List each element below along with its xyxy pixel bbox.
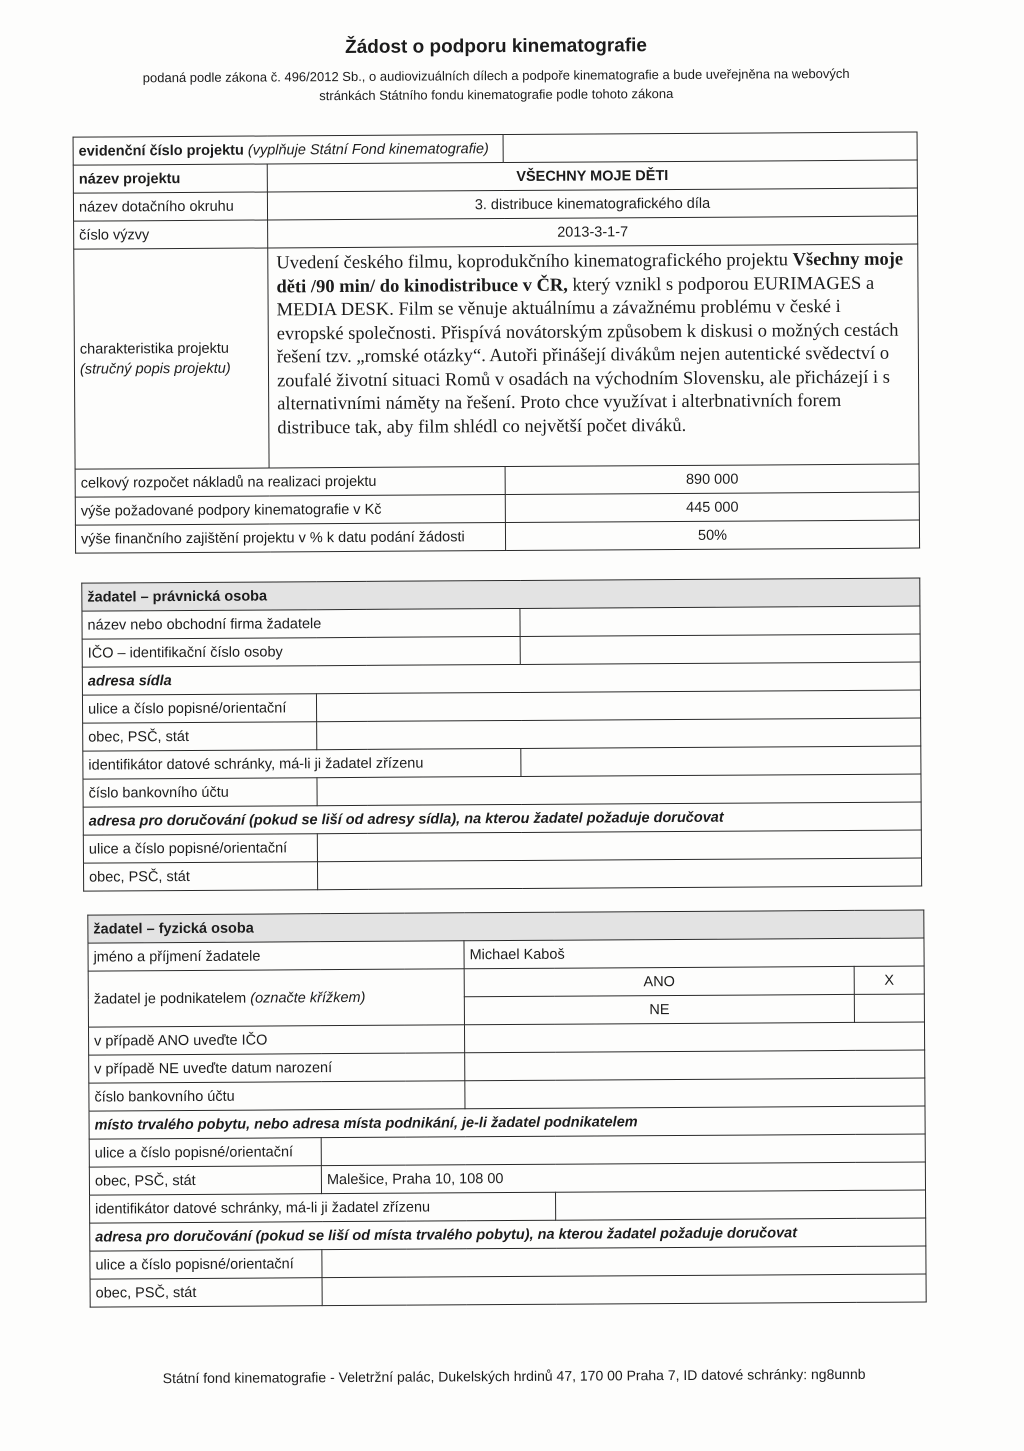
evid-value-field[interactable] [503,132,917,163]
subtitle-line-2: stránkách Státního fondu kinematografie podle tohoto zákona [319,86,674,104]
evid-label-cell [73,135,503,166]
evid-label: evidenční číslo projektu [78,142,244,160]
legal-delivery-street-label: ulice a číslo popisné/orientační [83,834,317,863]
legal-bank-field[interactable] [317,774,921,806]
natural-delivery-street-field[interactable] [322,1246,926,1278]
legal-street-label: ulice a číslo popisné/orientační [82,694,316,723]
natural-street-label: ulice a číslo popisné/orientační [89,1138,321,1167]
natural-delivery-city-label: obec, PSČ, stát [90,1278,322,1307]
entrepreneur-label: žadatel je podnikatelem [93,990,247,1008]
natural-delivery-heading: adresa pro doručování (pokud se liší od místa trvalého pobytu), na kterou žadatel požaduje doručovat [90,1218,926,1251]
desc-text-bold: Všechny moje děti /90 min/ do kinodistribuce v ČR, [276,249,904,297]
natural-birth-label: v případě NE uveďte datum narození [89,1053,465,1083]
natural-ico-field[interactable] [464,1022,924,1053]
budget-label: celkový rozpočet nákladů na realizaci projektu [75,467,505,498]
budget-value-field[interactable]: 890 000 [505,464,919,495]
char-note: (stručný popis projektu) [79,360,231,378]
natural-name-label: jméno a příjmení žadatele [88,941,464,971]
legal-city-label: obec, PSČ, stát [83,722,317,751]
subtitle-line-1: podaná podle zákona č. 496/2012 Sb., o audiovizuálních dílech a podpoře kinematografie a bude uveřejněna na webových [142,65,850,86]
financing-label: výše finančního zajištění projektu v % k datu podání žádosti [75,523,505,554]
legal-delivery-city-field[interactable] [317,858,921,890]
natural-bank-label: číslo bankovního účtu [89,1081,465,1111]
okruh-value-field[interactable]: 3. distribuce kinematografického díla [267,188,917,220]
ne-checkbox[interactable] [854,994,924,1022]
legal-section-title: žadatel – právnická osoba [82,578,920,611]
char-label-cell [74,248,269,469]
natural-bank-field[interactable] [465,1078,925,1109]
project-description-field[interactable] [268,244,919,468]
legal-firm-label: název nebo obchodní firma žadatele [82,608,520,639]
legal-ico-field[interactable] [520,634,920,664]
financing-value-field[interactable]: 50% [505,520,919,551]
natural-street-field[interactable] [321,1134,925,1166]
legal-ico-label: IČO – identifikační číslo osoby [82,636,520,667]
support-value-field[interactable]: 445 000 [505,492,919,523]
legal-person-table [81,578,922,892]
natural-section-title: žadatel – fyzická osoba [88,910,924,943]
legal-street-field[interactable] [316,690,920,722]
project-table [73,132,921,554]
entrepreneur-note: (označte křížkem) [250,989,366,1007]
char-label: charakteristika projektu [79,340,229,358]
legal-databox-field[interactable] [521,746,921,776]
vyzva-label: číslo výzvy [74,220,268,249]
natural-databox-field[interactable] [556,1190,926,1220]
legal-firm-field[interactable] [520,606,920,636]
legal-bank-label: číslo bankovního účtu [83,778,317,807]
legal-city-field[interactable] [317,718,921,750]
ne-option-label: NE [464,994,854,1024]
vyzva-value-field[interactable]: 2013-3-1-7 [268,216,918,248]
natural-birth-field[interactable] [465,1050,925,1081]
natural-delivery-city-field[interactable] [322,1274,926,1306]
legal-databox-label: identifikátor datové schránky, má-li ji žadatel zřízenu [83,748,521,779]
name-label: název projektu [73,164,267,193]
natural-databox-label: identifikátor datové schránky, má-li ji žadatel zřízenu [90,1192,556,1223]
natural-ico-label: v případě ANO uveďte IČO [88,1025,464,1055]
desc-text-3: který vznikl s podporou EURIMAGES a MEDIA DESK. Film se věnuje aktuálnímu a závažnému problému v české i evropské společnosti. Přispívá novátorským způsobem k diskusi o možných cestách řešení tzv. „romské otázky“. Autoři přinášejí divákům nejen autentické svědectví o zoufalé životní situaci Romů v osadách na východním Slovensku, ale přicházejí i s alternativními náměty na řešení. Proto chce využívat i alterbnativních forem distribuce tak, aby film shlédl co největší počet diváků. [276,273,899,438]
support-label: výše požadované podpory kinematografie v Kč [75,495,505,526]
page-subtitle [96,64,896,107]
natural-delivery-street-label: ulice a číslo popisné/orientační [90,1250,322,1279]
legal-delivery-heading: adresa pro doručování (pokud se liší od adresy sídla), na kterou žadatel požaduje doručovat [83,802,921,835]
natural-city-field[interactable]: Malešice, Praha 10, 108 00 [321,1162,925,1194]
desc-text-1: Uvedení českého filmu, koprodukčního kinematografického projektu [276,250,789,274]
natural-city-label: obec, PSČ, stát [89,1166,321,1195]
okruh-label: název dotačního okruhu [73,192,267,221]
legal-seat-heading: adresa sídla [82,662,920,695]
name-value-field[interactable]: VŠECHNY MOJE DĚTI [267,160,917,192]
natural-residence-heading: místo trvalého pobytu, nebo adresa místa podnikání, je-li žadatel podnikatelem [89,1106,925,1139]
ano-checkbox[interactable]: X [854,966,924,994]
legal-delivery-city-label: obec, PSČ, stát [83,862,317,891]
ano-option-label: ANO [464,966,854,996]
entrepreneur-label-cell [88,969,464,1027]
evid-note: (vyplňuje Státní Fond kinematografie) [247,140,489,159]
natural-person-table [87,909,926,1307]
page-footer: Státní fond kinematografie - Veletržní palác, Dukelských hrdinů 47, 170 00 Praha 7, ID datové schránky: ng8unnb [162,1365,866,1387]
page-title: Žádost o podporu kinematografie [344,35,648,59]
natural-name-field[interactable]: Michael Kaboš [464,938,924,969]
legal-delivery-street-field[interactable] [317,830,921,862]
